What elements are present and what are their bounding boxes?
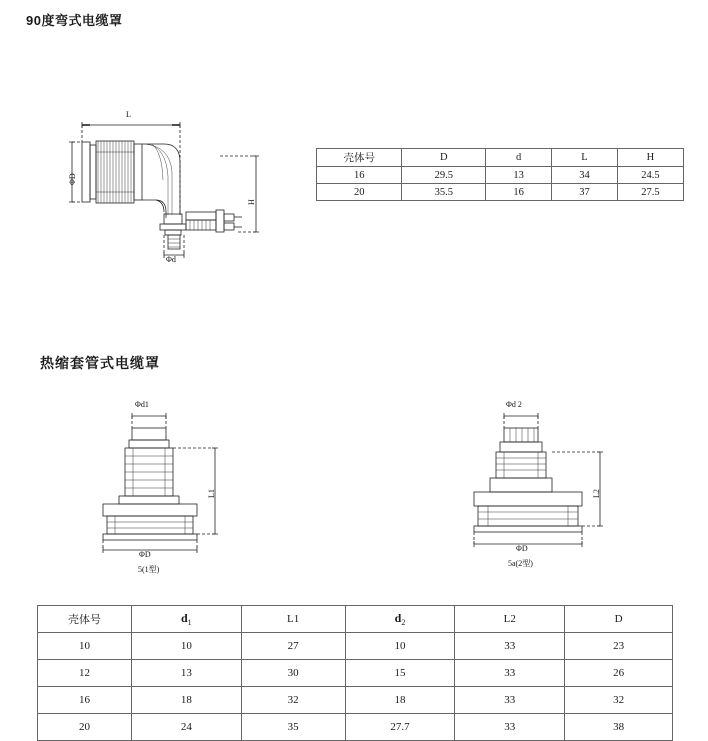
table-row	[38, 714, 673, 741]
section1-heading: 90度弯式电缆罩	[26, 13, 123, 28]
cell: 33	[455, 714, 565, 741]
cell: 16	[317, 167, 402, 184]
table-row	[317, 167, 684, 184]
cell: 32	[565, 687, 673, 714]
th-D: D	[565, 606, 673, 633]
cell: 13	[131, 660, 241, 687]
cell: 34	[552, 167, 618, 184]
caption-type2: 5a(2型)	[508, 559, 533, 568]
cell: 37	[552, 184, 618, 201]
cell: 16	[38, 687, 132, 714]
caption-type1: 5(1型)	[138, 565, 160, 574]
label-Phid2: Φd 2	[506, 400, 522, 409]
th-d: d	[486, 149, 552, 167]
table-row	[38, 660, 673, 687]
th-d1-sub: 1	[187, 618, 192, 628]
th-d2	[345, 606, 455, 633]
label-L2: L2	[592, 489, 601, 498]
right-angle-clamp-svg	[60, 100, 290, 270]
cell: 15	[345, 660, 455, 687]
heat-shrink-type1-svg	[85, 398, 255, 573]
th-d1	[131, 606, 241, 633]
table-row	[38, 633, 673, 660]
cell: 20	[38, 714, 132, 741]
cell: 29.5	[402, 167, 486, 184]
section2-heading: 热缩套管式电缆罩	[40, 355, 160, 371]
cell: 27.5	[617, 184, 683, 201]
th-L2: L2	[455, 606, 565, 633]
cell: 33	[455, 633, 565, 660]
th-d2-main: d	[394, 610, 402, 625]
heat-shrink-type2-figure	[460, 398, 640, 573]
label-H: H	[247, 199, 256, 205]
th-shell-no: 壳体号	[317, 149, 402, 167]
table-row	[317, 184, 684, 201]
label-PhiD-type2: ΦD	[516, 544, 528, 553]
label-PhiD: ΦD	[68, 173, 77, 185]
cell: 33	[455, 687, 565, 714]
cell: 13	[486, 167, 552, 184]
cell: 26	[565, 660, 673, 687]
th-d2-sub: 2	[401, 618, 406, 628]
th-H: H	[617, 149, 683, 167]
cell: 35	[241, 714, 345, 741]
cell: 23	[565, 633, 673, 660]
cell: 33	[455, 660, 565, 687]
table-row-header	[38, 606, 673, 633]
heat-shrink-type1-figure	[85, 398, 255, 573]
cell: 18	[131, 687, 241, 714]
cell: 27	[241, 633, 345, 660]
th-d1-main: d	[180, 610, 188, 625]
table-heat-shrink-dimensions	[37, 605, 673, 741]
right-angle-cable-clamp-figure	[60, 100, 290, 270]
table-row	[38, 687, 673, 714]
label-Phid: Φd	[166, 255, 176, 264]
table-row-header	[317, 149, 684, 167]
label-PhiD-type1: ΦD	[139, 550, 151, 559]
cell: 12	[38, 660, 132, 687]
cell: 35.5	[402, 184, 486, 201]
label-L1: L1	[207, 489, 216, 498]
cell: 10	[345, 633, 455, 660]
th-L1: L1	[241, 606, 345, 633]
cell: 27.7	[345, 714, 455, 741]
cell: 16	[486, 184, 552, 201]
cell: 10	[131, 633, 241, 660]
cell: 18	[345, 687, 455, 714]
cell: 32	[241, 687, 345, 714]
th-D: D	[402, 149, 486, 167]
cell: 38	[565, 714, 673, 741]
cell: 30	[241, 660, 345, 687]
th-shell-no: 壳体号	[38, 606, 132, 633]
cell: 10	[38, 633, 132, 660]
table-right-angle-dimensions	[316, 148, 684, 201]
cell: 20	[317, 184, 402, 201]
cell: 24	[131, 714, 241, 741]
label-Phid1: Φd1	[135, 400, 149, 409]
cell: 24.5	[617, 167, 683, 184]
heat-shrink-type2-svg	[460, 398, 640, 573]
label-L: L	[126, 110, 131, 119]
th-L: L	[552, 149, 618, 167]
